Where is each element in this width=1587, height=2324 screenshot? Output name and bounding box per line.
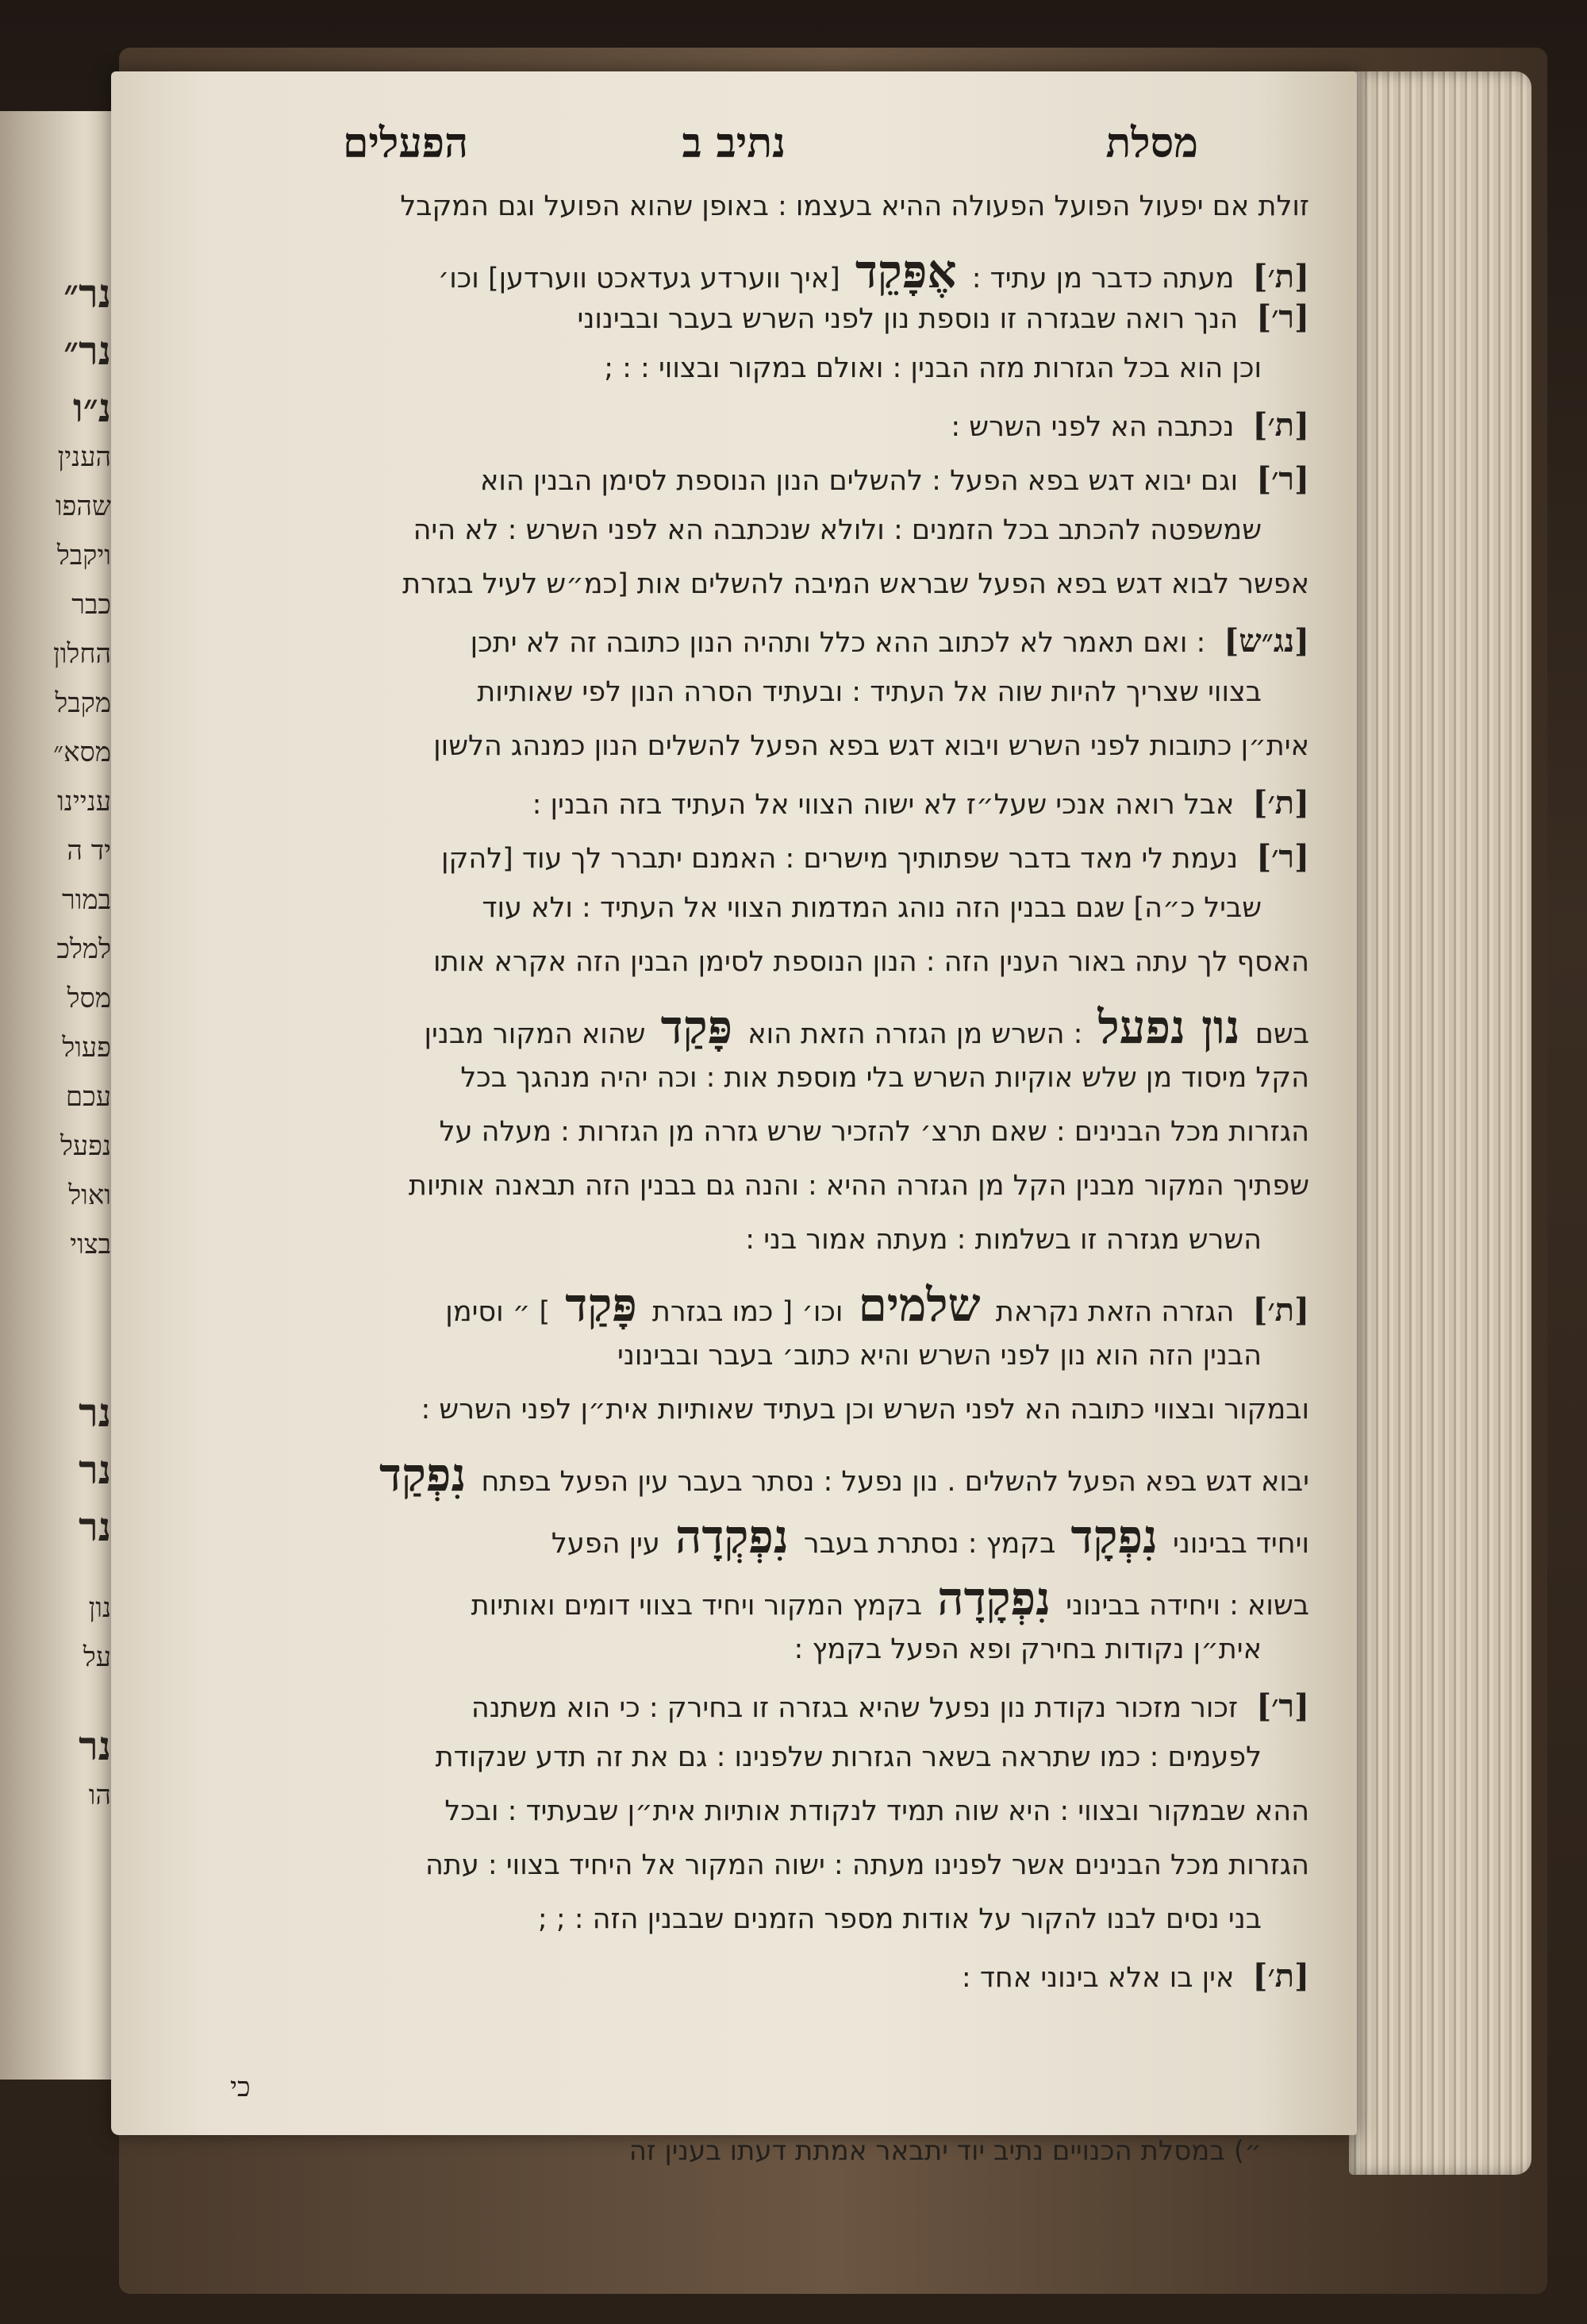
text-line: [409, 1170, 1309, 1202]
facing-page-text: מסל: [67, 983, 111, 1014]
text-line: [578, 298, 1309, 336]
line-text: [איך ווערדע געדאכט ווערדען] וכו׳: [437, 263, 840, 294]
text-line: [617, 1340, 1262, 1372]
facing-page-text: ויקבל: [56, 540, 111, 571]
facing-page-text: נר: [79, 1446, 111, 1493]
text-line: [436, 1741, 1262, 1773]
facing-page-fragment: [0, 111, 119, 2080]
facing-page-text: מסא״: [53, 737, 111, 768]
line-text: ההא שבמקור ובצווי : היא שוה תמיד לנקודת אותיות אית״ן שבעתיד : ובכל: [444, 1795, 1309, 1827]
line-text: נעמת לי מאד בדבר שפתותיך מישרים : האמנם יתברר לך עוד [להקן: [441, 843, 1239, 875]
line-text: זכור מזכור נקודת נון נפעל שהיא בגזרה זו בחירק : כי הוא משתנה: [471, 1692, 1239, 1724]
facing-page-text: ואול: [68, 1179, 111, 1211]
text-line: [480, 460, 1309, 498]
line-text: בני נסים לבנו להקור על אודות מספר הזמנים שבבנין הזה : ; ;: [537, 1903, 1262, 1935]
line-text: לפעמים : כמו שתראה בשאר הגזרות שלפנינו : גם את זה תדע שנקודת: [435, 1741, 1262, 1773]
speaker-tag: [ר׳]: [1256, 1687, 1309, 1725]
speaker-tag: [ר׳]: [1256, 298, 1309, 336]
line-text: הנך רואה שבגזרה זו נוספת נון לפני השרש בעבר ובבינוני: [577, 303, 1239, 335]
speaker-tag: [ת׳]: [1252, 784, 1309, 821]
facing-page-text: מקבל: [55, 687, 111, 719]
text-line: [425, 1849, 1309, 1881]
line-text: האסף לך עתה באור הענין הזה : הנון הנוספת לסימן הבנין הזה אקרא אותו: [432, 946, 1309, 978]
text-line: [951, 406, 1309, 444]
line-text: שמשפטה להכתב בכל הזמנים : ולולא שנכתבה הא לפני השרש : לא היה: [413, 514, 1262, 546]
line-text: בשוא : ויחידה בבינוני: [1066, 1590, 1309, 1622]
page-edges: [1349, 71, 1531, 2175]
facing-page-text: שהפו: [55, 491, 111, 522]
header-book-title: מסלת: [1105, 119, 1198, 167]
line-text: מעתה כדבר מן עתיד :: [971, 263, 1235, 294]
facing-page-text: נר: [79, 1389, 111, 1436]
emphasized-word: נִפְקָד: [1070, 1510, 1158, 1564]
text-line: [424, 1000, 1309, 1054]
line-text: אפשר לבוא דגש בפא הפעל שבראש המיבה להשלים אות [כמ״ש לעיל בגזרת: [402, 568, 1309, 600]
facing-page-text: הענין: [57, 441, 111, 473]
facing-page-text: למלכ: [56, 933, 111, 965]
line-text: עין הפעל: [551, 1528, 660, 1560]
text-line: [532, 784, 1309, 821]
text-line: [482, 892, 1262, 924]
text-line: [477, 676, 1262, 708]
speaker-tag: [ת׳]: [1252, 406, 1309, 444]
text-line: [471, 622, 1309, 660]
text-line: [413, 514, 1262, 546]
emphasized-word: אֶפָּקֵד: [855, 244, 957, 298]
facing-page-text: הו: [88, 1780, 111, 1811]
line-text: בצווי שצריך להיות שוה אל העתיד : ובעתיד הסרה הנון לפי שאותיות: [477, 676, 1262, 708]
text-line: [794, 1633, 1262, 1665]
line-text: הגזרות מכל הבנינים אשר לפנינו מעתה : ישוה המקור אל היחיד בצווי : עתה: [425, 1849, 1309, 1881]
footnote: ״) במסלת הכנויים נתיב יוד יתבאר אמתת דעתו בענין זה: [628, 2135, 1262, 2167]
facing-page-text: נר״: [63, 270, 111, 317]
text-line: [745, 1224, 1262, 1256]
facing-page-text: במור: [62, 884, 111, 916]
speaker-tag: [ר׳]: [1256, 460, 1309, 498]
line-text: אין בו אלא בינוני אחד :: [961, 1962, 1235, 1994]
running-header: [111, 119, 1357, 183]
emphasized-word: פָּקַד: [565, 1278, 637, 1332]
line-text: יבוא דגש בפא הפעל להשלים . נון נפעל : נסתר בעבר עין הפעל בפתח: [481, 1466, 1309, 1498]
text-line: [962, 1957, 1309, 1995]
facing-page-text: על: [83, 1641, 111, 1673]
line-text: וכו׳ [ כמו בגזרת: [651, 1296, 843, 1328]
line-text: אית״ן כתובות לפני השרש ויבוא דגש בפא הפעל להשלים הנון כמנהג הלשון: [433, 730, 1309, 762]
facing-page-text: נר״: [63, 327, 111, 374]
line-text: ובמקור ובצווי כתובה הא לפני השרש וכן בעתיד שאותיות אית״ן לפני השרש :: [421, 1394, 1309, 1426]
text-line: [400, 190, 1309, 222]
text-line: [441, 838, 1309, 875]
line-text: : השרש מן הגזרה הזאת הוא: [747, 1018, 1083, 1050]
line-text: בשם: [1255, 1018, 1309, 1050]
facing-page-text: בצוי: [70, 1229, 111, 1260]
text-line: [433, 946, 1309, 978]
text-line: [402, 568, 1309, 600]
text-line: [444, 1795, 1309, 1827]
catchword: כי: [230, 2072, 251, 2103]
line-text: שפתיך המקור מבנין הקל מן הגזרה ההיא : והנה גם בבנין הזה תבאנה אותיות: [408, 1170, 1309, 1202]
text-line: [471, 1572, 1309, 1626]
speaker-tag: [נג״ש]: [1224, 622, 1309, 660]
text-line: [445, 1278, 1309, 1332]
facing-page-text: החלון: [53, 638, 111, 670]
emphasized-word: נִפְקַד: [378, 1448, 467, 1502]
header-section: הפעלים: [342, 119, 468, 167]
text-line: [421, 1394, 1309, 1426]
facing-page-text: נ״ו: [72, 384, 111, 431]
facing-page-text: פעול: [62, 1032, 111, 1064]
line-text: זולת אם יפעול הפועל הפעולה ההיא בעצמו : באופן שהוא הפועל וגם המקבל: [400, 190, 1309, 222]
text-line: [433, 730, 1309, 762]
emphasized-word: נִפְקָדָה: [937, 1572, 1051, 1626]
text-line: [440, 1116, 1309, 1148]
line-text: וגם יבוא דגש בפא הפעל : להשלים הנון הנוספת לסימן הבנין הוא: [479, 465, 1239, 497]
facing-page-text: כבר: [71, 589, 111, 621]
speaker-tag: [ר׳]: [1256, 838, 1309, 875]
line-text: : ואם תאמר לא לכתוב ההא כלל ותהיה הנון כתובה זה לא יתכן: [470, 627, 1206, 659]
emphasized-word: נון נפעל: [1097, 1000, 1240, 1054]
text-line: [604, 352, 1262, 384]
text-line: [551, 1510, 1309, 1564]
text-line: [373, 1448, 1309, 1502]
line-text: הקל מיסוד מן שלש אוקיות השרש בלי מוספת אות : וכה יהיה מנהגך בכל: [460, 1062, 1309, 1094]
line-text: הגזרות מכל הבנינים : שאם תרצ׳ להזכיר שרש גזרה מן הגזרות : מעלה על: [439, 1116, 1309, 1148]
line-text: שביל כ״ה] שגם בבנין הזה נוהג המדמות הצווי אל העתיד : ולא עוד: [482, 892, 1262, 924]
facing-page-text: עניינו: [57, 786, 111, 818]
line-text: אבל רואה אנכי שעל״ז לא ישוה הצווי אל העתיד בזה הבנין :: [532, 789, 1235, 821]
facing-page-text: נפעל: [60, 1130, 111, 1162]
header-chapter: נתיב ב: [682, 119, 786, 167]
line-text: הבנין הזה הוא נון לפני השרש והיא כתוב׳ בעבר ובבינוני: [617, 1340, 1262, 1372]
line-text: אית״ן נקודות בחירק ופא הפעל בקמץ :: [794, 1633, 1262, 1665]
line-text: ] ״ וסימן: [445, 1296, 551, 1328]
facing-page-text: עכם: [65, 1081, 111, 1113]
line-text: נכתבה הא לפני השרש :: [951, 411, 1235, 443]
line-text: ויחיד בבינוני: [1173, 1528, 1309, 1560]
speaker-tag: [ת׳]: [1252, 258, 1309, 295]
speaker-tag: [ת׳]: [1252, 1957, 1309, 1995]
facing-page-text: נון: [88, 1592, 111, 1624]
line-text: שהוא המקור מבנין: [424, 1018, 646, 1050]
book-page: [111, 71, 1357, 2167]
emphasized-word: שלמים: [858, 1278, 981, 1332]
line-text: וכן הוא בכל הגזרות מזה הבנין : ואולם במקור ובצווי : : ;: [604, 352, 1262, 384]
text-line: [438, 244, 1309, 298]
facing-page-text: נר: [79, 1722, 111, 1769]
emphasized-word: פָּקַד: [660, 1000, 733, 1054]
line-text: הגזרה הזאת נקראת: [995, 1296, 1235, 1328]
text-line: [460, 1062, 1309, 1094]
line-text: בקמץ : נסתרת בעבר: [803, 1528, 1056, 1560]
facing-page-text: יד ה: [67, 835, 111, 867]
speaker-tag: [ת׳]: [1252, 1291, 1309, 1329]
text-line: [538, 1903, 1262, 1935]
emphasized-word: נִפְקְדָה: [675, 1510, 789, 1564]
line-text: השרש מגזרה זו בשלמות : מעתה אמור בני :: [745, 1224, 1262, 1256]
facing-page-text: נר: [79, 1503, 111, 1550]
text-line: [471, 1687, 1309, 1725]
line-text: בקמץ המקור ויחיד בצווי דומים ואותיות: [471, 1590, 923, 1622]
